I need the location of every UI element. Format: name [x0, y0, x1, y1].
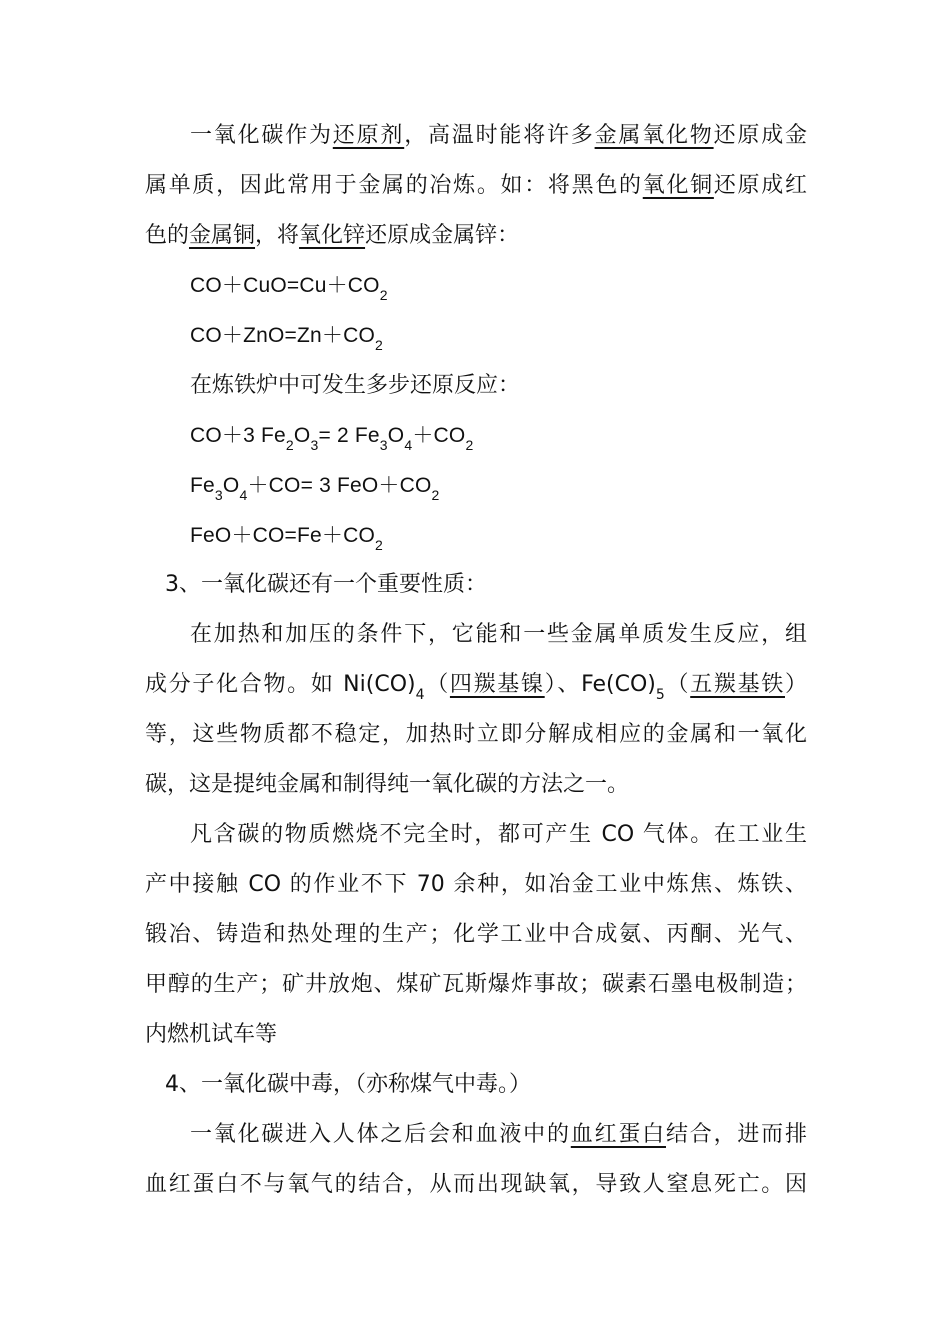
blast-furnace-intro: 在炼铁炉中可发生多步还原反应：: [190, 373, 521, 398]
text-run: 还原成红: [713, 173, 807, 198]
paragraph-line: 产中接触 CO 的作业不下 70 余种，如冶金工业中炼焦、炼铁、: [145, 872, 807, 897]
text-run: ，高温时能将许多: [404, 123, 595, 148]
paragraph-line: [145, 170, 807, 202]
term-nickel-carbonyl: 四羰基镍: [449, 672, 545, 697]
term-reductant: 还原剂: [332, 123, 405, 148]
equation-fe2o3: CO＋3 $Fe_2O_3= 2$ $Fe_3O_4+CO_2$: [190, 424, 474, 453]
paragraph-line: 等，这些物质都不稳定，加热时立即分解成相应的金属和一氧化: [145, 722, 807, 747]
paragraph-line: 成分子化合物。如 $Ni(CO)_4$（四羰基镍）、$Fe(CO)_5$（五羰基铁）: [145, 672, 807, 703]
paragraph-line: 锻冶、铸造和热处理的生产；化学工业中合成氨、丙酮、光气、: [145, 922, 807, 947]
term-copper-oxide: 氧化铜: [642, 173, 714, 198]
paragraph-line: 内燃机试车等: [145, 1022, 278, 1047]
equation-fe3o4: $Fe_3O_4+CO= 3$ $FeO+CO_2$: [190, 474, 440, 503]
paragraph-line: [145, 220, 807, 252]
paragraph-line: 碳，这是提纯金属和制得纯一氧化碳的方法之一。: [145, 772, 630, 797]
section-heading-4: 4、一氧化碳中毒，（亦称煤气中毒。）: [165, 1072, 531, 1097]
term-metallic-copper: 金属铜: [189, 223, 256, 248]
paragraph-line: 甲醇的生产；矿井放炮、煤矿瓦斯爆炸事故；碳素石墨电极制造；: [145, 972, 807, 997]
equation-cuo: $CO+CuO=Cu+CO_2$: [190, 274, 388, 303]
text-run: 还原成金: [713, 123, 807, 148]
text-run: 一氧化碳作为: [190, 123, 333, 148]
term-zinc-oxide: 氧化锌: [299, 223, 366, 248]
term-hemoglobin: 血红蛋白: [570, 1122, 666, 1147]
equation-feo: $FeO+CO=Fe+CO_2$: [190, 524, 384, 553]
paragraph-line: 在加热和加压的条件下，它能和一些金属单质发生反应，组: [190, 622, 807, 647]
section-heading-3: 3、一氧化碳还有一个重要性质：: [165, 572, 487, 597]
text-run: 色的: [145, 223, 190, 248]
text-run: ，将: [255, 223, 300, 248]
text-run: 还原成金属锌：: [365, 223, 520, 248]
paragraph-line: [190, 120, 807, 152]
term-metal-oxide: 金属氧化物: [594, 123, 714, 148]
equation-zno: $CO+ZnO=Zn+CO_2$: [190, 324, 384, 353]
term-iron-pentacarbonyl: 五羰基铁: [690, 672, 785, 697]
paragraph-line: 一氧化碳进入人体之后会和血液中的血红蛋白结合，进而排: [190, 1122, 807, 1147]
text-run: 属单质，因此常用于金属的冶炼。如：将黑色的: [145, 173, 643, 198]
paragraph-line: 凡含碳的物质燃烧不完全时，都可产生 CO 气体。在工业生: [190, 822, 807, 847]
paragraph-line: 血红蛋白不与氧气的结合，从而出现缺氧，导致人窒息死亡。因: [145, 1172, 807, 1197]
